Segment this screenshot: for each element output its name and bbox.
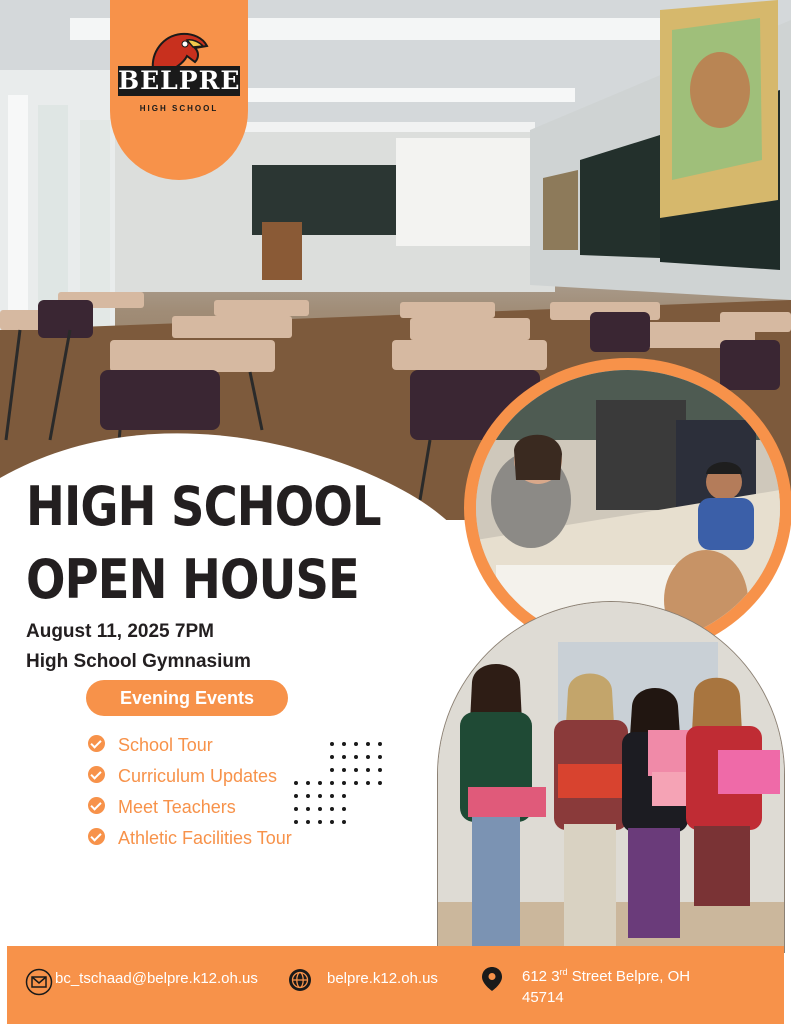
students-boxes-photo [438,602,784,952]
address-ordinal: rd [559,967,568,977]
address-text [522,966,690,1008]
school-subtitle: HIGH SCHOOL [139,104,219,113]
globe-icon [288,968,312,992]
event-date-time: August 11, 2025 7PM [26,621,214,642]
title-line-2: OPEN HOUSE [26,548,359,611]
mail-icon [25,968,53,996]
check-circle-icon [88,828,105,845]
event-item-label: School Tour [118,735,213,755]
event-location: High School Gymnasium [26,651,251,672]
event-item-label: Curriculum Updates [118,766,278,786]
event-item [88,764,293,789]
address-street: Street Belpre, OH [567,968,691,985]
event-item [88,733,293,758]
dot-pattern-decoration [292,740,384,832]
check-circle-icon [88,766,105,783]
email-link[interactable]: bc_tschaad@belpre.k12.oh.us [55,970,258,987]
check-circle-icon [88,797,105,814]
page-title [26,470,381,616]
contact-footer [7,946,784,1024]
event-item [88,795,293,820]
school-logo-badge [110,0,248,180]
school-name: BELPRE [118,66,241,95]
footer-email[interactable] [25,968,258,996]
event-item [88,826,293,851]
evening-events-heading: Evening Events [86,680,288,716]
check-circle-icon [88,735,105,752]
title-line-1: HIGH SCHOOL [26,475,381,538]
event-item-label: Athletic Facilities Tour [118,828,292,848]
address-zip: 45714 [522,989,564,1006]
footer-address [481,966,690,1008]
event-item-label: Meet Teachers [118,797,236,817]
map-pin-icon [481,966,503,992]
footer-website[interactable] [288,968,438,992]
address-number: 612 3 [522,968,560,985]
website-link[interactable]: belpre.k12.oh.us [327,970,438,987]
